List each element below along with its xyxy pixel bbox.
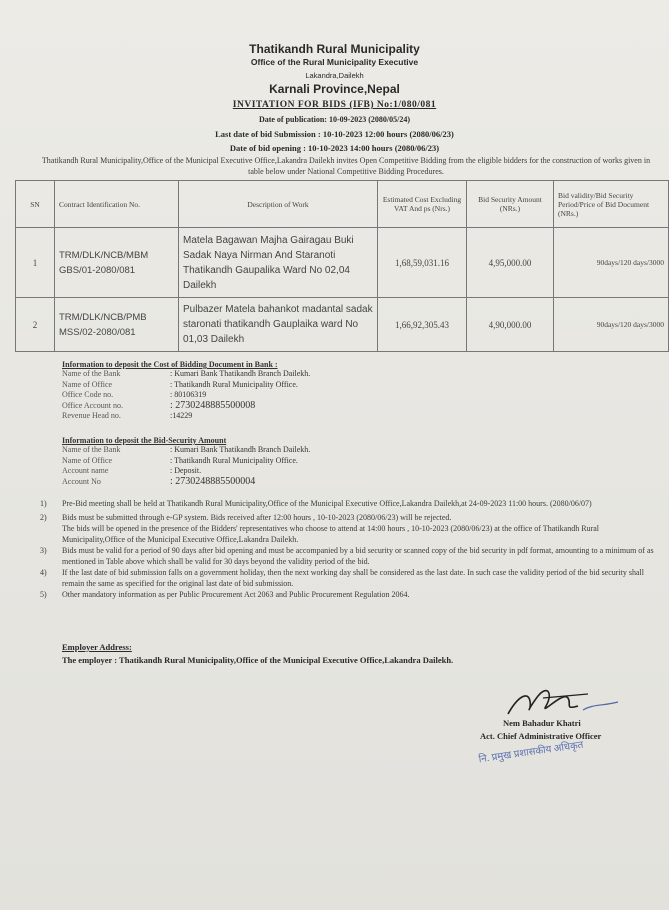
col-estimated-cost: Estimated Cost Excluding VAT And ps (Nrs.) bbox=[378, 181, 467, 228]
row-validity: 90days/120 days/3000 bbox=[554, 228, 669, 298]
row-contract-id: TRM/DLK/NCB/PMB MSS/02-2080/081 bbox=[55, 298, 179, 352]
list-item bbox=[62, 456, 310, 467]
municipality-name: Thatikandh Rural Municipality bbox=[249, 42, 420, 56]
row-description: Pulbazer Matela bahankot madantal sadak staronati thatikandh Gauplaika ward No 01,03 Dailekh bbox=[179, 298, 378, 352]
list-item bbox=[40, 545, 655, 567]
submission-deadline: Last date of bid Submission : 10-10-2023 12:00 hours (2080/06/23) bbox=[215, 129, 454, 139]
bid-table bbox=[15, 180, 669, 352]
note-number: 5) bbox=[40, 590, 47, 599]
row-contract-id: TRM/DLK/NCB/MBM GBS/01-2080/081 bbox=[55, 228, 179, 298]
note-number: 4) bbox=[40, 568, 47, 577]
list-item bbox=[62, 380, 310, 391]
row-cost: 1,68,59,031.16 bbox=[378, 228, 467, 298]
field-value: : Kumari Bank Thatikandh Branch Dailekh. bbox=[170, 369, 311, 378]
table-row bbox=[16, 228, 669, 298]
list-item bbox=[62, 477, 310, 488]
row-security: 4,90,000.00 bbox=[467, 298, 554, 352]
employer-section bbox=[62, 641, 453, 667]
note-number: 1) bbox=[40, 499, 47, 508]
office-location: Lakandra,Dailekh bbox=[305, 71, 364, 80]
field-value: : 80106319 bbox=[170, 390, 207, 399]
col-validity: Bid validity/Bid Security Period/Price of Bid Document (NRs.) bbox=[554, 181, 669, 228]
row-validity: 90days/120 days/3000 bbox=[554, 298, 669, 352]
table-row bbox=[16, 298, 669, 352]
field-label: Name of Office bbox=[62, 455, 113, 465]
row-description: Matela Bagawan Majha Gairagau Buki Sadak Naya Nirman And Staranoti Thatikandh Gaupalika Ward No 02,04 Dailekh bbox=[179, 228, 378, 298]
employer-title: Employer Address: bbox=[62, 642, 132, 652]
field-value: :14229 bbox=[170, 411, 193, 420]
field-value: : 2730248885500004 bbox=[170, 475, 256, 487]
opening-date: Date of bid opening : 10-10-2023 14:00 hours (2080/06/23) bbox=[229, 143, 440, 153]
field-label: Office Code no. bbox=[62, 390, 114, 399]
field-value: : 2730248885500008 bbox=[170, 399, 256, 411]
note-text: Bids must be submitted through e-GP system. Bids received after 12:00 hours , 10-10-2023 (2080/06/23) will be rejected. bbox=[62, 513, 452, 522]
field-value: : Thatikandh Rural Municipality Office. bbox=[170, 455, 298, 465]
list-item bbox=[62, 369, 310, 380]
employer-address: The employer : Thatikandh Rural Municipality,Office of the Municipal Executive Office,Lakandra Dailekh. bbox=[62, 655, 454, 665]
row-security: 4,95,000.00 bbox=[467, 228, 554, 298]
official-stamp: नि. प्रमुख प्रशासकीय अधिकृत bbox=[477, 739, 585, 766]
field-value: : Kumari Bank Thatikandh Branch Dailekh. bbox=[170, 445, 311, 454]
list-item bbox=[40, 567, 655, 589]
note-number: 2) bbox=[40, 513, 47, 522]
note-text: Pre-Bid meeting shall be held at Thatikandh Rural Municipality,Office of the Municipal Executive Office,Lakandra Dailekh,at 24-09-2023 11:00 hours. (2080/06/07) bbox=[62, 499, 592, 508]
field-label: Revenue Head no. bbox=[62, 411, 121, 420]
list-item bbox=[40, 523, 655, 545]
deposit-doc-title: Information to deposit the Cost of Bidding Document in Bank : bbox=[62, 360, 278, 369]
ifb-number: INVITATION FOR BIDS (IFB) No:1/080/081 bbox=[232, 100, 437, 110]
field-value: : Thatikandh Rural Municipality Office. bbox=[170, 379, 298, 389]
deposit-security-section bbox=[62, 436, 310, 487]
province-name: Karnali Province,Nepal bbox=[269, 82, 400, 96]
publication-date: Date of publication: 10-09-2023 (2080/05/24) bbox=[258, 115, 411, 124]
list-item bbox=[62, 411, 310, 422]
note-text: The bids will be opened in the presence of the Bidders' representatives who choose to attend at 14:00 hours , 10-10-2023 (2080/06/23) at the office of Thatikandh Rural Municipality,Office of the Municipal Executive Office,Lakandra Dailekh. bbox=[62, 524, 600, 544]
field-value: : Deposit. bbox=[170, 466, 202, 475]
field-label: Name of the Bank bbox=[62, 369, 121, 378]
list-item bbox=[62, 445, 310, 456]
note-text: Other mandatory information as per Public Procurement Act 2063 and Public Procurement Regulation 2064. bbox=[62, 590, 410, 599]
col-contract-id: Contract Identification No. bbox=[55, 181, 179, 228]
row-sn: 1 bbox=[16, 228, 55, 298]
note-number bbox=[40, 523, 62, 545]
note-number: 3) bbox=[40, 546, 47, 555]
note-text: Bids must be valid for a period of 90 days after bid opening and must be accompanied by a bid security or scanned copy of the bid security in pdf format, amounting to a minimum of as mentioned in Table above which shall be valid for 30 days beyond the validity period of the bid. bbox=[62, 546, 654, 566]
col-bid-security: Bid Security Amount (NRs.) bbox=[467, 181, 554, 228]
list-item bbox=[40, 498, 655, 509]
list-item bbox=[40, 589, 655, 600]
col-description: Description of Work bbox=[179, 181, 378, 228]
field-label: Office Account no. bbox=[62, 400, 123, 410]
list-item bbox=[40, 512, 655, 523]
deposit-security-title: Information to deposit the Bid-Security Amount bbox=[62, 436, 227, 445]
col-sn: SN bbox=[16, 181, 55, 228]
row-cost: 1,66,92,305.43 bbox=[378, 298, 467, 352]
field-label: Name of the Bank bbox=[62, 445, 121, 454]
row-sn: 2 bbox=[16, 298, 55, 352]
field-label: Name of Office bbox=[62, 379, 113, 389]
deposit-doc-section bbox=[62, 360, 310, 422]
note-text: If the last date of bid submission falls on a government holiday, then the next working day shall be considered as the last date. In such case the validity period of the bid security shall remain the same as specified for the original last date of bid submission. bbox=[62, 568, 644, 588]
notes-list bbox=[40, 498, 655, 600]
office-name: Office of the Rural Municipality Executive bbox=[250, 57, 419, 67]
list-item bbox=[62, 390, 310, 401]
field-label: Account name bbox=[62, 466, 109, 475]
field-label: Account No bbox=[62, 476, 101, 486]
intro-paragraph: Thatikandh Rural Municipality,Office of the Municipal Executive Office,Lakandra Dailekh invites Open Competitive Bidding from the eligible bidders for the construction of works given in table below under National Competitive Bidding Procedures. bbox=[41, 156, 651, 176]
signatory-name: Nem Bahadur Khatri bbox=[503, 718, 581, 728]
list-item bbox=[62, 466, 310, 477]
list-item bbox=[62, 401, 310, 412]
table-header-row bbox=[16, 181, 669, 228]
signatory-title: Act. Chief Administrative Officer bbox=[480, 731, 602, 741]
